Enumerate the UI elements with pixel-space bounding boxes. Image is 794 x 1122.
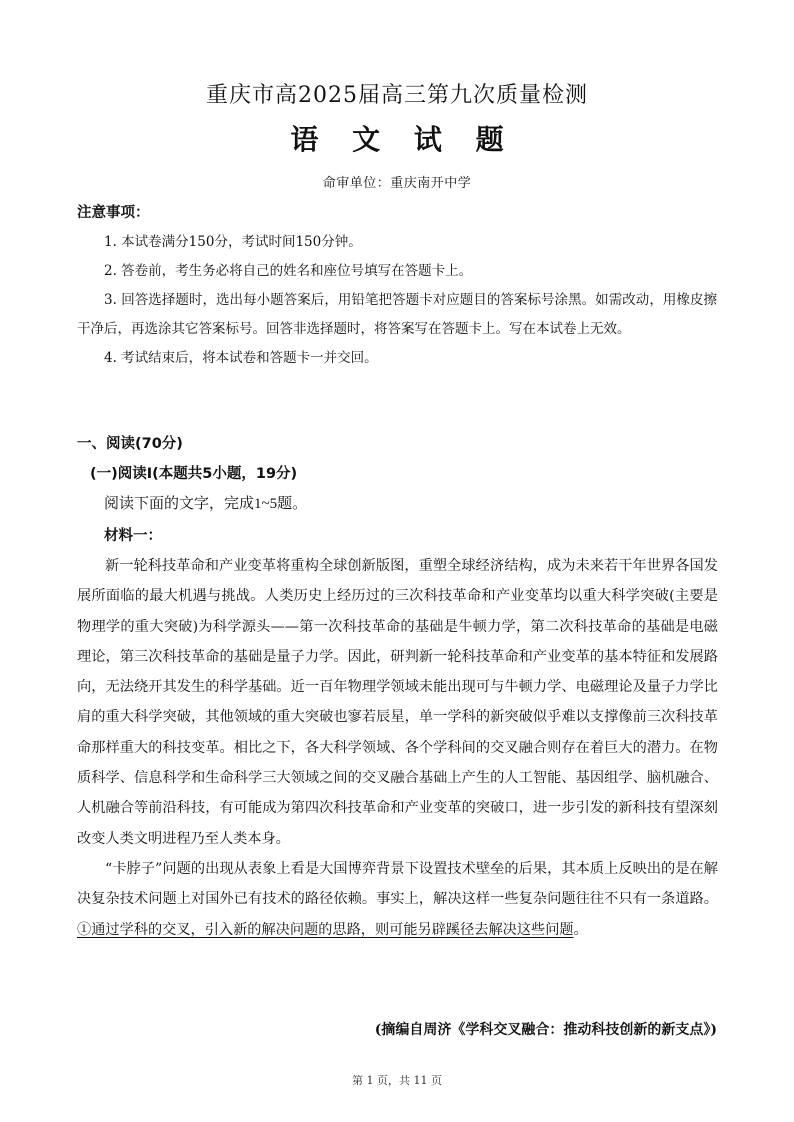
notice-item: 2. 答卷前，考生务必将自己的姓名和座位号填写在答题卡上。 (104, 263, 473, 279)
exam-title: 重庆市高2025届高三第九次质量检测 (206, 83, 588, 108)
issuer-line: 命审单位：重庆南开中学 (322, 176, 472, 191)
notice-list (77, 228, 717, 373)
underlined-sentence: ①通过学科的交叉，引入新的解决问题的思路，则可能另辟蹊径去解决这些问题 (77, 921, 574, 938)
sub-section-heading: (一)阅读Ⅰ(本题共5小题，19分) (90, 466, 298, 482)
material-heading: 材料一： (104, 528, 162, 544)
notice-item: 3. 回答选择题时，选出每小题答案后，用铅笔把答题卡对应题目的答案标号涂黑。如需改动，用橡皮擦干净后，再选涂其它答案标号。回答非选择题时，将答案写在答题卡上。写在本试卷上无效。 (77, 292, 717, 337)
reading-instruction: 阅读下面的文字，完成1~5题。 (104, 496, 308, 512)
notice-item: 1. 本试卷满分150分，考试时间150分钟。 (104, 234, 362, 250)
notice-heading: 注意事项： (77, 205, 150, 221)
passage-text: “卡脖子”问题的出现从表象上看是大国博弈背景下设置技术壁垒的后果，其本质上反映出的是在解决复杂技术问题上对国外已有技术的路径依赖。事实上，解决这样一些复杂问题往往不只有一条道路。 (77, 860, 718, 908)
passage-paragraph: 新一轮科技革命和产业变革将重构全球创新版图，重塑全球经济结构，成为未来若干年世界各国发展所面临的最大机遇与挑战。人类历史上经历过的三次科技革命和产业变革均以重大科学突破(主要是物理学的重大突破)为科学源头——第一次科技革命的基础是牛顿力学，第二次科技革命的基础是电磁理论，第三次科技革命的基础是量子力学。因此，研判新一轮科技革命和产业变革的基本特征和发展路向，无法绕开其发生的科学基础。近一百年物理学领域未能出现可与牛顿力学、电磁理论及量子力学比肩的重大科学突破，其他领域的重大突破也寥若辰星，单一学科的新突破似乎难以支撑像前三次科技革命那样重大的科技变革。相比之下，各大科学领域、各个学科间的交叉融合则存在着巨大的潜力。在物质科学、信息科学和生命科学三大领域之间的交叉融合基础上产生的人工智能、基因组学、脑机融合、人机融合等前沿科技，有可能成为第四次科技革命和产业变革的突破口，进一步引发的新科技有望深刻改变人类文明进程乃至人类本身。 (77, 558, 718, 847)
passage-paragraph (77, 854, 718, 945)
page-number: 第 1 页，共 11 页 (352, 1074, 442, 1087)
subject-title: 语 文 试 题 (290, 123, 516, 156)
passage (77, 551, 718, 945)
section-heading: 一、阅读(70分) (77, 436, 183, 452)
notice-item: 4. 考试结束后，将本试卷和答题卡一并交回。 (104, 350, 378, 366)
passage-text: 。 (573, 921, 588, 938)
passage-source: (摘编自周济《学科交叉融合：推动科技创新的新支点》) (374, 1022, 717, 1038)
